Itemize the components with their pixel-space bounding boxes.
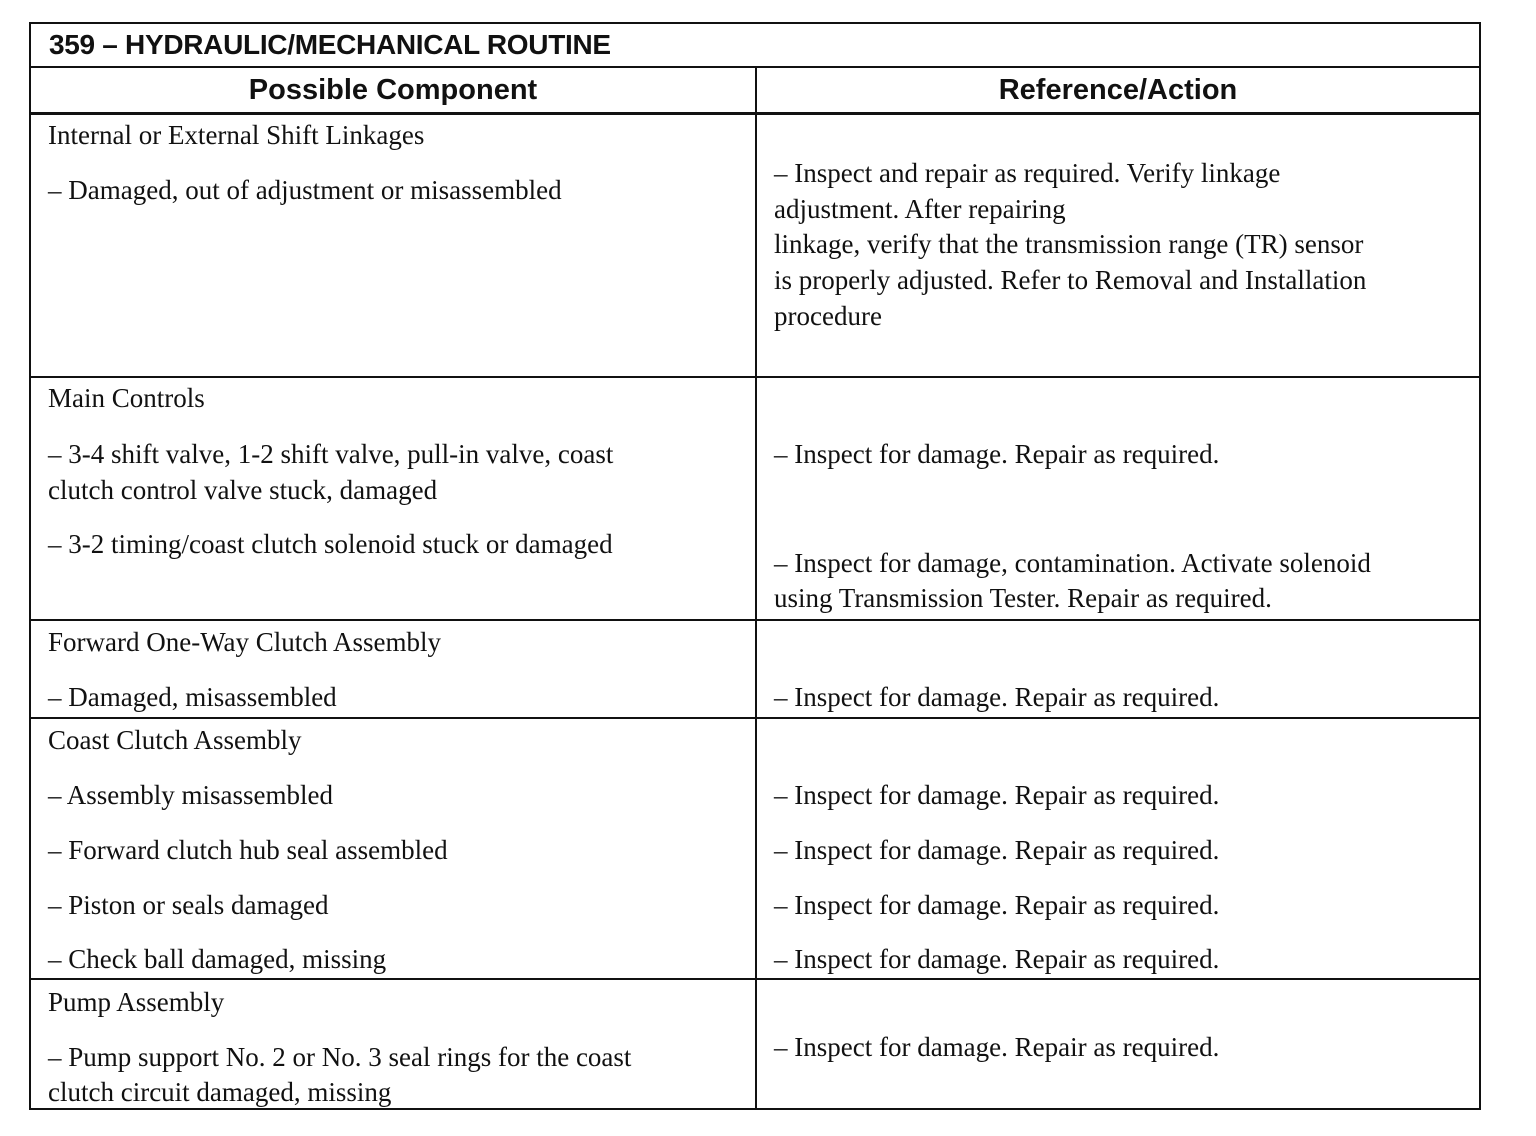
action-cell	[757, 980, 1479, 1108]
action-line: – Inspect and repair as required. Verify linkage	[774, 158, 1281, 188]
component-item: – Pump support No. 2 or No. 3 seal rings for the coast	[48, 1042, 632, 1072]
component-item: – Damaged, misassembled	[48, 682, 337, 712]
component-cell	[31, 980, 757, 1108]
table-row	[31, 980, 1479, 1108]
component-cell	[31, 378, 757, 619]
action-line: – Inspect for damage. Repair as required.	[774, 1032, 1220, 1062]
diagnostic-table	[29, 22, 1481, 1110]
action-line: linkage, verify that the transmission range (TR) sensor	[774, 229, 1364, 259]
table-row	[31, 378, 1479, 621]
table-header-row	[31, 68, 1479, 115]
component-item: – Check ball damaged, missing	[48, 944, 387, 974]
component-item: – Assembly misassembled	[48, 780, 333, 810]
header-reference-action: Reference/Action	[998, 74, 1238, 106]
component-title: Internal or External Shift Linkages	[48, 120, 425, 150]
action-line: – Inspect for damage. Repair as required.	[774, 835, 1220, 865]
component-title: Main Controls	[48, 383, 205, 413]
action-line: procedure	[774, 301, 882, 331]
component-item: – Piston or seals damaged	[48, 890, 329, 920]
action-line: using Transmission Tester. Repair as required.	[774, 583, 1272, 613]
action-line: – Inspect for damage. Repair as required.	[774, 780, 1220, 810]
component-item: clutch control valve stuck, damaged	[48, 475, 438, 505]
table-title: 359 – HYDRAULIC/MECHANICAL ROUTINE	[31, 24, 1479, 68]
component-item: – Forward clutch hub seal assembled	[48, 835, 448, 865]
component-title: Forward One-Way Clutch Assembly	[48, 627, 442, 657]
action-cell	[757, 115, 1479, 376]
action-line: – Inspect for damage. Repair as required.	[774, 439, 1220, 469]
action-line: – Inspect for damage. Repair as required.	[774, 890, 1220, 920]
action-line: adjustment. After repairing	[774, 194, 1066, 224]
table-row	[31, 115, 1479, 378]
action-cell	[757, 378, 1479, 619]
component-title: Pump Assembly	[48, 987, 225, 1017]
component-title: Coast Clutch Assembly	[48, 725, 302, 755]
component-cell	[31, 719, 757, 978]
component-cell	[31, 115, 757, 376]
action-line: – Inspect for damage, contamination. Activate solenoid	[774, 548, 1371, 578]
table-row	[31, 719, 1479, 980]
action-cell	[757, 621, 1479, 717]
header-possible-component: Possible Component	[31, 68, 757, 112]
action-line: – Inspect for damage. Repair as required.	[774, 944, 1220, 974]
component-cell	[31, 621, 757, 717]
table-row	[31, 621, 1479, 719]
action-cell	[757, 719, 1479, 978]
action-line: – Inspect for damage. Repair as required.	[774, 682, 1220, 712]
component-item: clutch circuit damaged, missing	[48, 1077, 392, 1107]
component-item: – Damaged, out of adjustment or misassembled	[48, 175, 562, 205]
component-item: – 3-4 shift valve, 1-2 shift valve, pull-in valve, coast	[48, 439, 614, 469]
component-item: – 3-2 timing/coast clutch solenoid stuck or damaged	[48, 529, 613, 559]
action-line: is properly adjusted. Refer to Removal and Installation	[774, 265, 1367, 295]
